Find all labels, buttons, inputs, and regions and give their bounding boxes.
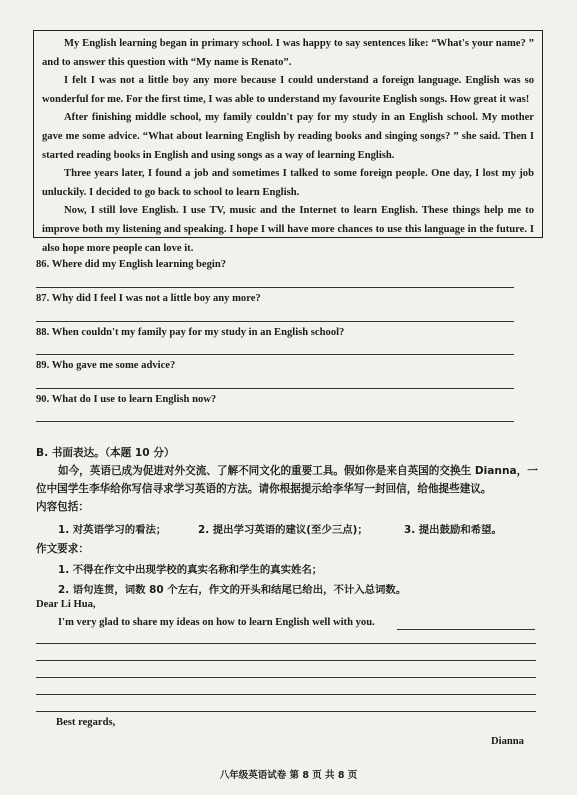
requirement-2: 2. 语句连贯，词数 80 个左右，作文的开头和结尾已给出，不计入总词数。 [58,584,407,596]
writing-heading: B. 书面表达。（本题 10 分） [36,447,175,459]
letter-salutation: Dear Li Hua, [36,599,96,610]
passage-paragraph: My English learning began in primary school. I was happy to say sentences like: “What's your name? ” and to answer this question with “My name is Renato”. [42,38,534,68]
letter-signature: Dianna [491,736,524,747]
question-86: 86. Where did my English learning begin? [36,259,227,270]
letter-opening: I'm very glad to share my ideas on how to learn English well with you. [58,617,375,628]
writing-line[interactable] [36,711,536,712]
answer-line-88[interactable] [36,354,514,355]
passage-paragraph: After finishing middle school, my family couldn't pay for my study in an English school. My mother gave me some advice. “What about learning English by reading books and singing songs? ” she said. Then I started reading books in English and using songs as a way of learning English. [42,112,534,161]
requirement-1: 1. 不得在作文中出现学校的真实名称和学生的真实姓名； [58,564,323,576]
answer-line-87[interactable] [36,321,514,322]
requirement-title: 作文要求： [36,543,89,555]
content-title: 内容包括： [36,501,89,513]
question-88: 88. When couldn't my family pay for my study in an English school? [36,327,345,338]
answer-line-90[interactable] [36,421,514,422]
question-89: 89. Who gave me some advice? [36,360,176,371]
page-footer: 八年级英语试卷 第 8 页 共 8 页 [219,770,358,781]
question-87: 87. Why did I feel I was not a little boy any more? [36,293,261,304]
content-item-2: 2. 提出学习英语的建议(至少三点)； [198,524,368,536]
answer-line-86[interactable] [36,287,514,288]
content-item-1: 1. 对英语学习的看法； [58,524,167,536]
writing-line[interactable] [36,643,536,644]
question-90: 90. What do I use to learn English now? [36,394,217,405]
passage-paragraph: Three years later, I found a job and sometimes I talked to some foreign people. One day, I lost my job unluckily. I decided to go back to school to learn English. [42,168,534,198]
letter-closing: Best regards, [56,717,116,728]
writing-line[interactable] [36,677,536,678]
content-item-3: 3. 提出鼓励和希望。 [404,524,502,536]
writing-line[interactable] [397,629,535,630]
writing-line[interactable] [36,660,536,661]
writing-line[interactable] [36,694,536,695]
answer-line-89[interactable] [36,388,514,389]
writing-prompt: 如今，英语已成为促进对外交流、了解不同文化的重要工具。假如你是来自英国的交换生 Dianna，一位中国学生李华给你写信寻求学习英语的方法。请你根据提示给李华写一封回信，给他提些建议。 [36,465,538,495]
passage-paragraph: Now, I still love English. I use TV, music and the Internet to learn English. These things help me to improve both my listening and speaking. I hope I will have more chances to use this language in the future. I also hope more people can love it. [42,205,534,254]
reading-passage [33,30,543,254]
passage-paragraph: I felt I was not a little boy any more because I could understand a foreign language. English was so wonderful for me. For the first time, I was able to understand my favourite English songs. How great it was! [42,75,534,105]
